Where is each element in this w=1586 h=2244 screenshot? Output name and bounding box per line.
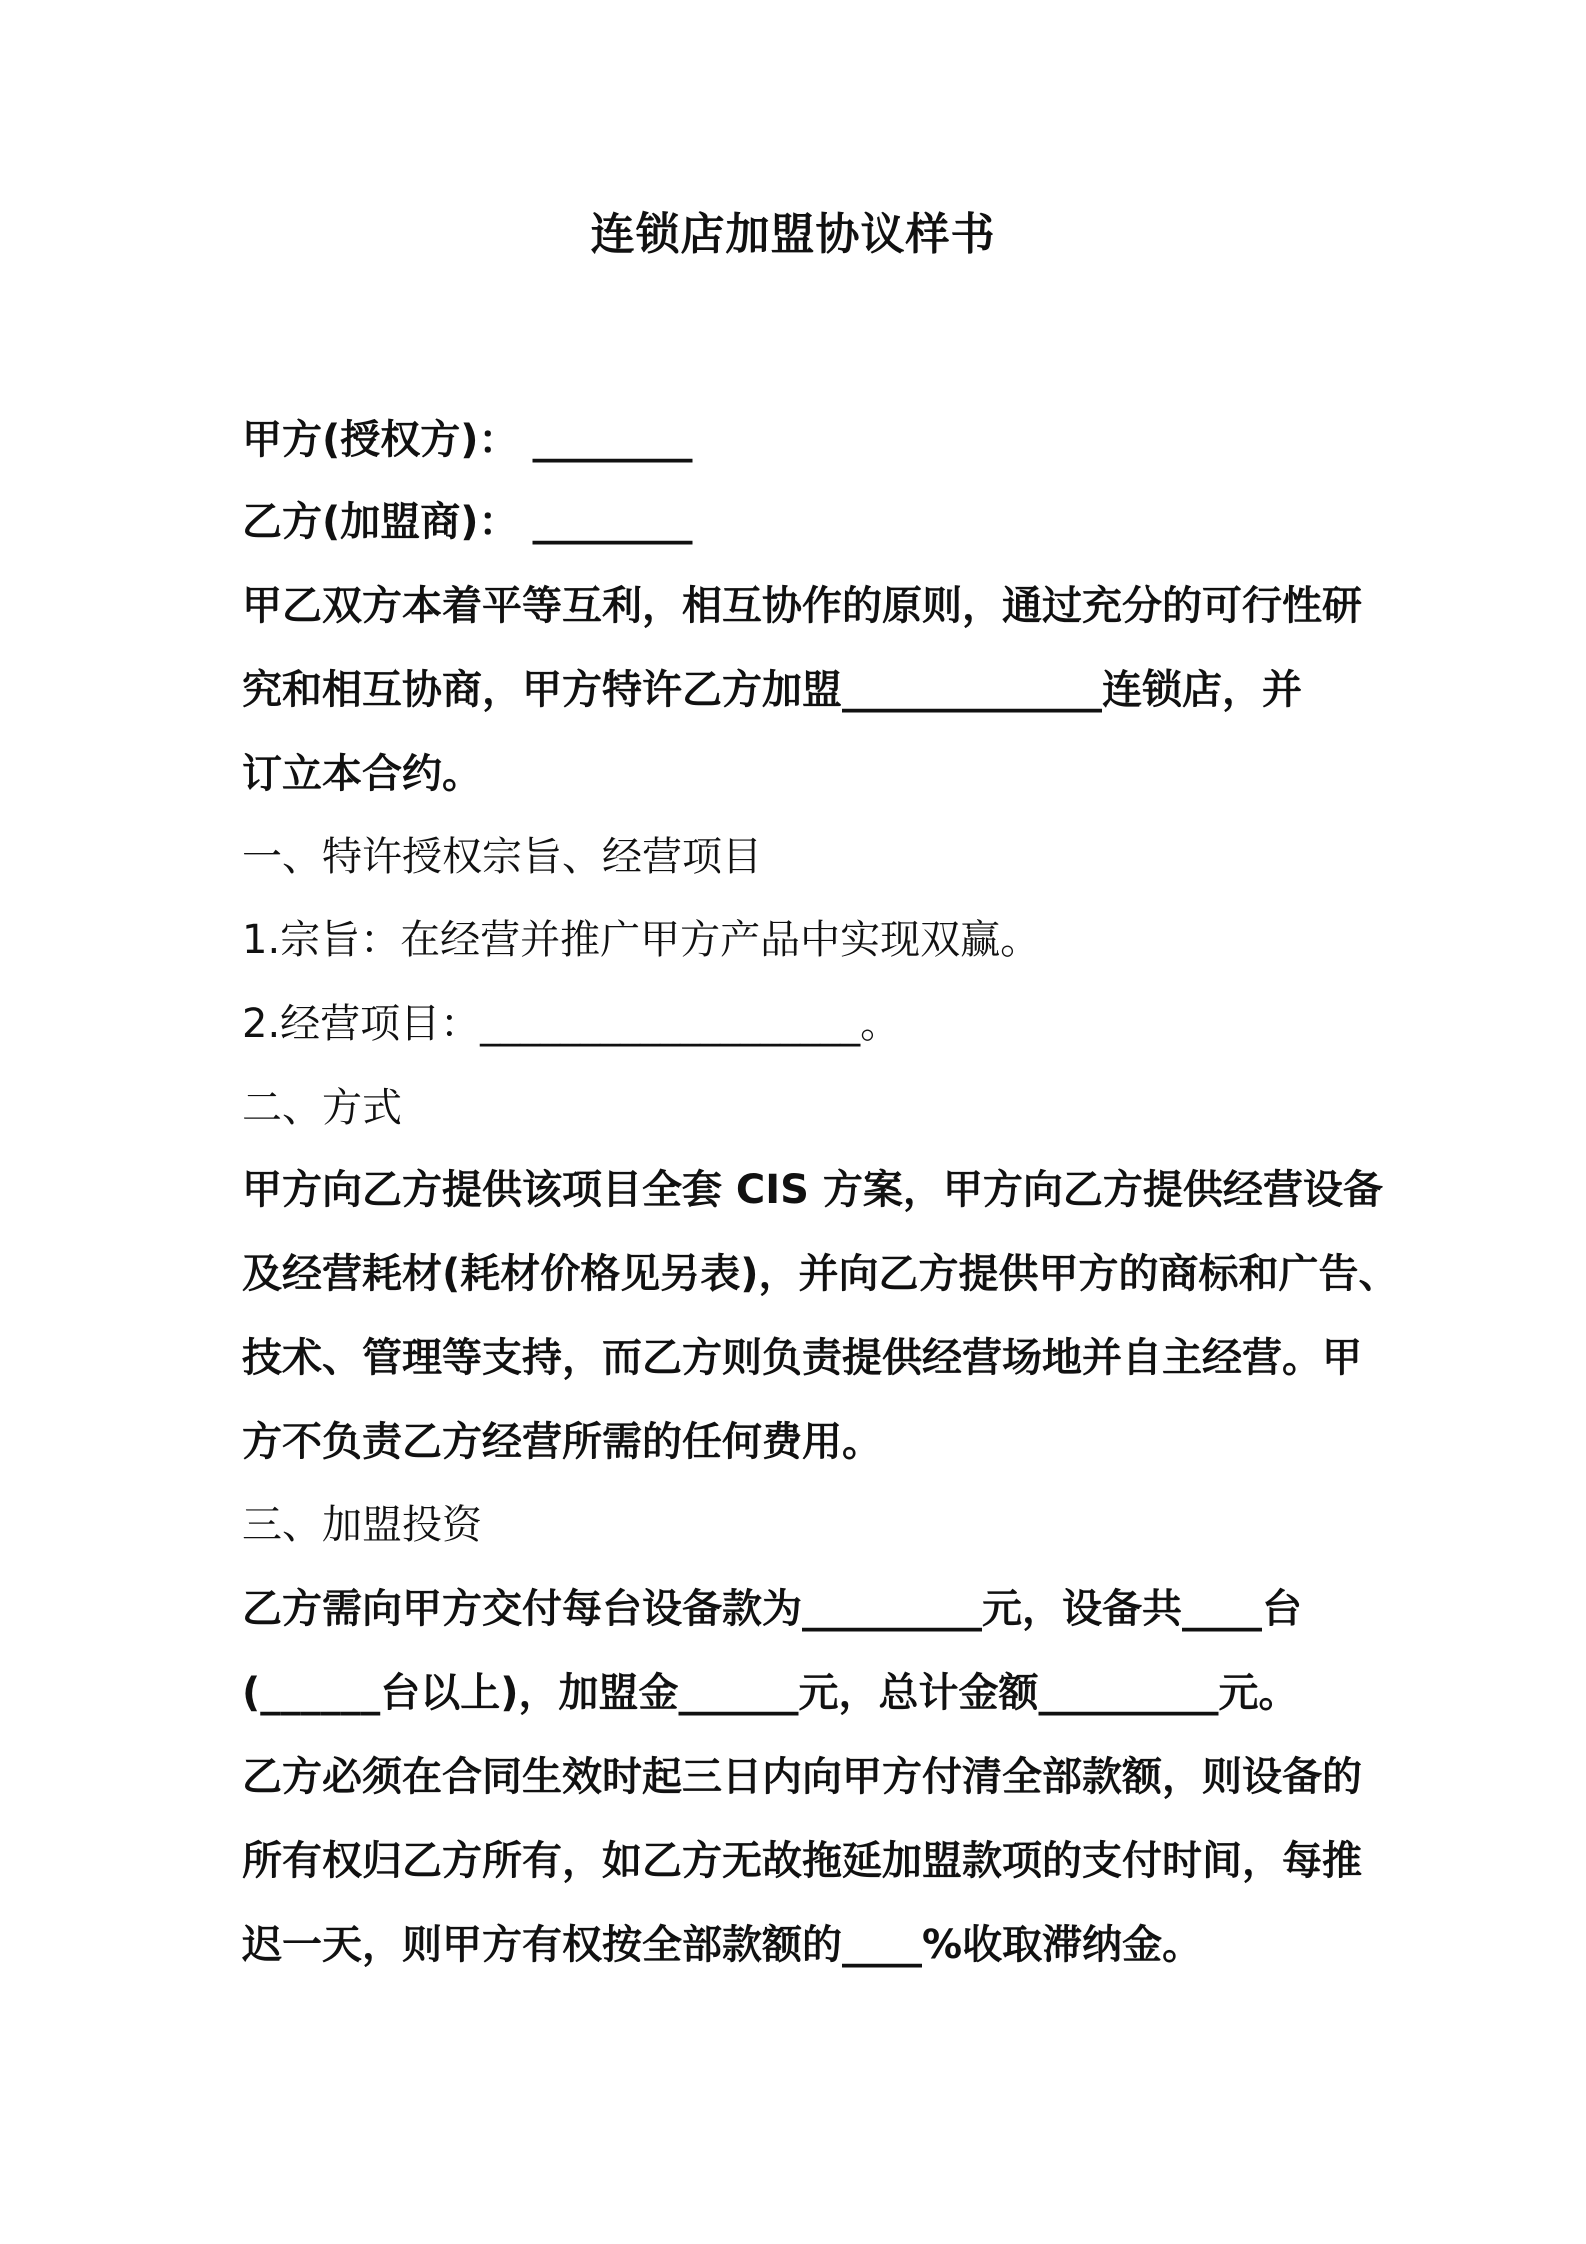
section-heading-1: 一、特许授权宗旨、经营项目 [242,834,762,880]
clause-1-1: 1.宗旨：在经营并推广甲方产品中实现双赢。 [242,917,1041,963]
section-3-line-1: 乙方需向甲方交付每台设备款为_________元，设备共____台 [242,1586,1302,1632]
section-3-line-4: 所有权归乙方所有，如乙方无故拖延加盟款项的支付时间，每推 [242,1838,1362,1884]
section-2-line-4: 方不负责乙方经营所需的任何费用。 [242,1419,882,1465]
party-a-line: 甲方(授权方)： ________ [242,417,693,463]
section-2-line-1: 甲方向乙方提供该项目全套 CIS 方案，甲方向乙方提供经营设备 [242,1167,1383,1213]
section-2-line-2: 及经营耗材(耗材价格见另表)，并向乙方提供甲方的商标和广告、 [242,1251,1399,1297]
section-3-line-2: (______台以上)，加盟金______元，总计金额_________元。 [242,1670,1299,1716]
party-b-line: 乙方(加盟商)： ________ [242,499,693,545]
preamble-line-3: 订立本合约。 [242,751,482,797]
section-3-line-5: 迟一天，则甲方有权按全部款额的____%收取滞纳金。 [242,1922,1203,1968]
section-3-line-3: 乙方必须在合同生效时起三日内向甲方付清全部款额，则设备的 [242,1754,1362,1800]
clause-1-2: 2.经营项目：___________________。 [242,1001,901,1047]
section-2-line-3: 技术、管理等支持，而乙方则负责提供经营场地并自主经营。甲 [242,1335,1362,1381]
preamble-line-1: 甲乙双方本着平等互利，相互协作的原则，通过充分的可行性研 [242,583,1362,629]
preamble-line-2: 究和相互协商，甲方特许乙方加盟_____________连锁店，并 [242,667,1302,713]
section-heading-2: 二、方式 [242,1085,402,1131]
section-heading-3: 三、加盟投资 [242,1502,482,1548]
document-title: 连锁店加盟协议样书 [590,209,996,260]
